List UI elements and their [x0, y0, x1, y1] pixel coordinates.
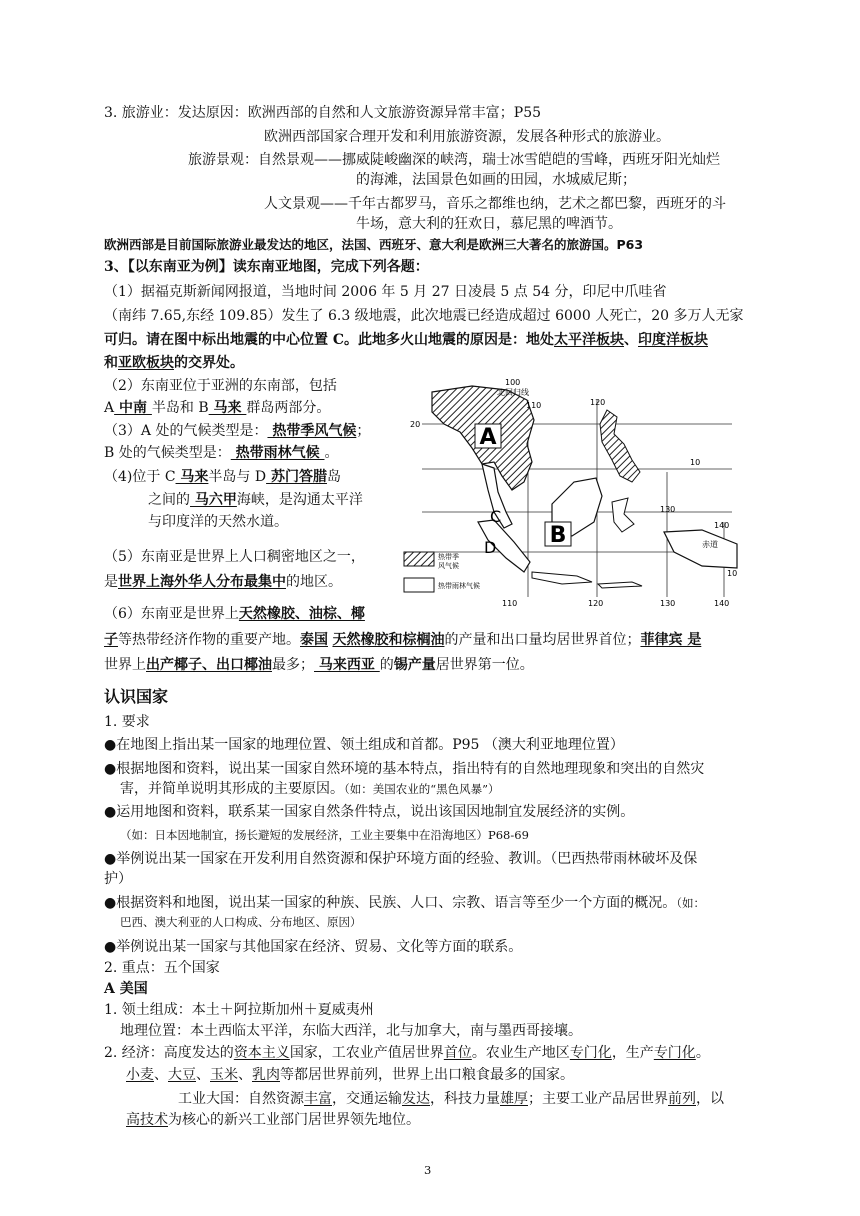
map-deg-20: 20: [410, 420, 421, 429]
sea-q4-b: 之间的 马六甲海峡，是沟通太平洋: [148, 492, 363, 508]
requirement-1: ●在地图上指出某一国家的地理位置、领土组成和首都。P95 （澳大利亚地理位置）: [104, 737, 624, 753]
sea-q1-line-c: 可归。请在图中标出地震的中心位置 C。此地多火山地震的原因是：地处太平洋板块、印度洋板块: [104, 332, 709, 348]
sea-q6-line-2: 子等热带经济作物的重要产地。泰国 天然橡胶和棕榈油的产量和出口量均居世界首位；菲律宾 是: [104, 632, 702, 648]
requirement-3: ●运用地图和资料，联系某一国家自然条件特点，说出该国因地制宜发展经济的实例。: [104, 804, 635, 820]
usa-territory: 1. 领土组成：本土＋阿拉斯加州＋夏威夷州: [104, 1002, 374, 1018]
tourism-line-2: 欧洲西部国家合理开发和利用旅游资源，发展各种形式的旅游业。: [264, 129, 670, 145]
requirements-label: 1. 要求: [104, 714, 150, 730]
usa-location: 地理位置：本土西临太平洋，东临大西洋，北与加拿大，南与墨西哥接壤。: [120, 1023, 582, 1039]
java: [532, 572, 592, 584]
tourism-line-6: 牛场，意大利的狂欢日，慕尼黑的啤酒节。: [356, 216, 622, 232]
map-deg-130-bottom: 130: [660, 599, 676, 608]
legend-rainforest-swatch: [404, 578, 434, 592]
usa-heading: A 美国: [104, 981, 148, 997]
sea-q5-answer: 是世界上海外华人分布最集中的地区。: [104, 574, 342, 590]
map-deg-100: 100: [505, 378, 521, 387]
map-deg-120-top: 120: [590, 398, 606, 407]
map-equator-label: 赤道: [702, 540, 718, 549]
sea-q2: （2）东南亚位于亚洲的东南部，包括: [104, 378, 337, 394]
usa-industry-line-2: 高技术为核心的新兴工业部门居世界领先地位。: [126, 1112, 420, 1128]
southeast-asia-map: [402, 372, 757, 612]
legend-monsoon-swatch: [404, 552, 434, 566]
map-label-d: D: [484, 538, 497, 557]
sea-q4-c: 与印度洋的天然水道。: [148, 514, 288, 530]
map-deg-140-right: 140: [714, 521, 730, 530]
map-deg-10: 10: [690, 458, 701, 467]
requirement-6: ●举例说出某一国家与其他国家在经济、贸易、文化等方面的联系。: [104, 939, 523, 955]
map-deg-110-top: 110: [526, 401, 542, 410]
legend-monsoon-label-2: 风气候: [438, 562, 459, 570]
sea-q3-a: （3）A 处的气候类型是： 热带季风气候；: [104, 423, 371, 439]
map-label-c: C: [490, 507, 502, 526]
requirement-4-b: 护）: [104, 871, 132, 887]
usa-economy: 2. 经济：高度发达的资本主义国家，工农业产值居世界首位。农业生产地区专门化，生产专门化。: [104, 1045, 710, 1061]
map-deg-110-bottom: 110: [502, 599, 518, 608]
sea-q1-line-a: （1）据福克斯新闻网报道，当地时间 2006 年 5 月 27 日凌晨 5 点 54 分，印尼中爪哇省: [104, 284, 667, 300]
tourism-line-4: 的海滩，法国景色如画的田园，水城威尼斯；: [356, 172, 636, 188]
sea-title: 3、【以东南亚为例】读东南亚地图，完成下列各题：: [104, 259, 429, 275]
usa-industry: 工业大国：自然资源丰富，交通运输发达，科技力量雄厚；主要工业产品居世界前列，以: [178, 1091, 724, 1107]
tourism-line-3: 旅游景观：自然景观——挪威陡峻幽深的峡湾，瑞士冰雪皑皑的雪峰，西班牙阳光灿烂: [188, 152, 720, 168]
map-deg-120-bottom: 120: [588, 599, 604, 608]
tourism-bold-summary: 欧洲西部是目前国际旅游业最发达的地区，法国、西班牙、意大利是欧洲三大著名的旅游国。P63: [104, 237, 644, 252]
map-deg-140-bottom: 140: [714, 599, 730, 608]
sea-q1-line-b: （南纬 7.65,东经 109.85）发生了 6.3 级地震，此次地震已经造成超过 6000 人死亡，20 多万人无家: [104, 308, 744, 324]
map-tropic-label: 北回归线: [497, 388, 529, 397]
requirement-5-a: ●根据资料和地图，说出某一国家的种族、民族、人口、宗教、语言等至少一个方面的概况。（如：: [104, 895, 705, 911]
sea-q5: （5）东南亚是世界上人口稠密地区之一，: [104, 549, 365, 565]
requirement-4-a: ●举例说出某一国家在开发利用自然资源和保护环境方面的经验、教训。（巴西热带雨林破坏及保: [104, 851, 698, 867]
requirement-5-b: 巴西、澳大利亚的人口构成、分布地区、原因）: [120, 915, 362, 929]
new-guinea: [664, 530, 737, 568]
sea-q6-line-3: 世界上出产椰子、出口椰油最多； 马来西亚 的锡产量居世界第一位。: [104, 657, 534, 673]
map-label-b: B: [549, 523, 567, 548]
requirement-2-b: 害，并简单说明其形成的主要原因。（如：美国农业的“黑色风暴”）: [120, 781, 500, 797]
philippines: [600, 410, 640, 482]
section-heading: 认识国家: [104, 687, 169, 706]
requirement-2-a: ●根据地图和资料，说出某一国家自然环境的基本特点，指出特有的自然地理现象和突出的自然灾: [104, 761, 705, 777]
sulawesi: [612, 498, 634, 532]
tourism-line-5: 人文景观——千年古都罗马，音乐之都维也纳，艺术之都巴黎，西班牙的斗: [264, 196, 726, 212]
sea-q4-a: （4)位于 C 马来半岛与 D 苏门答腊岛: [104, 469, 341, 485]
sea-q2-answer: A 中南 半岛和 B 马来 群岛两部分。: [104, 400, 331, 416]
page-number: 3: [424, 1163, 432, 1177]
legend-rainforest-label: 热带雨林气候: [438, 582, 480, 590]
requirement-3-example: （如：日本因地制宜，扬长避短的发展经济，工业主要集中在沿海地区）P68-69: [120, 828, 529, 842]
legend-monsoon-label-1: 热带季: [438, 553, 459, 561]
sea-q3-b: B 处的气候类型是： 热带雨林气候 。: [104, 445, 339, 461]
map-label-a: A: [479, 425, 497, 450]
map-deg-130: 130: [660, 505, 676, 514]
tourism-line-1: 3. 旅游业：发达原因：欧洲西部的自然和人文旅游资源异常丰富；P55: [104, 105, 542, 121]
sea-q1-line-d: 和亚欧板块的交界处。: [104, 355, 244, 371]
map-deg-10-b: 10: [727, 569, 738, 578]
sea-q6: （6）东南亚是世界上天然橡胶、油棕、椰: [104, 606, 365, 622]
usa-agriculture: 小麦、大豆、玉米、乳肉等都居世界前列，世界上出口粮食最多的国家。: [126, 1067, 574, 1083]
focus-label: 2. 重点：五个国家: [104, 960, 220, 976]
lesser-sunda-islands: [598, 582, 642, 588]
